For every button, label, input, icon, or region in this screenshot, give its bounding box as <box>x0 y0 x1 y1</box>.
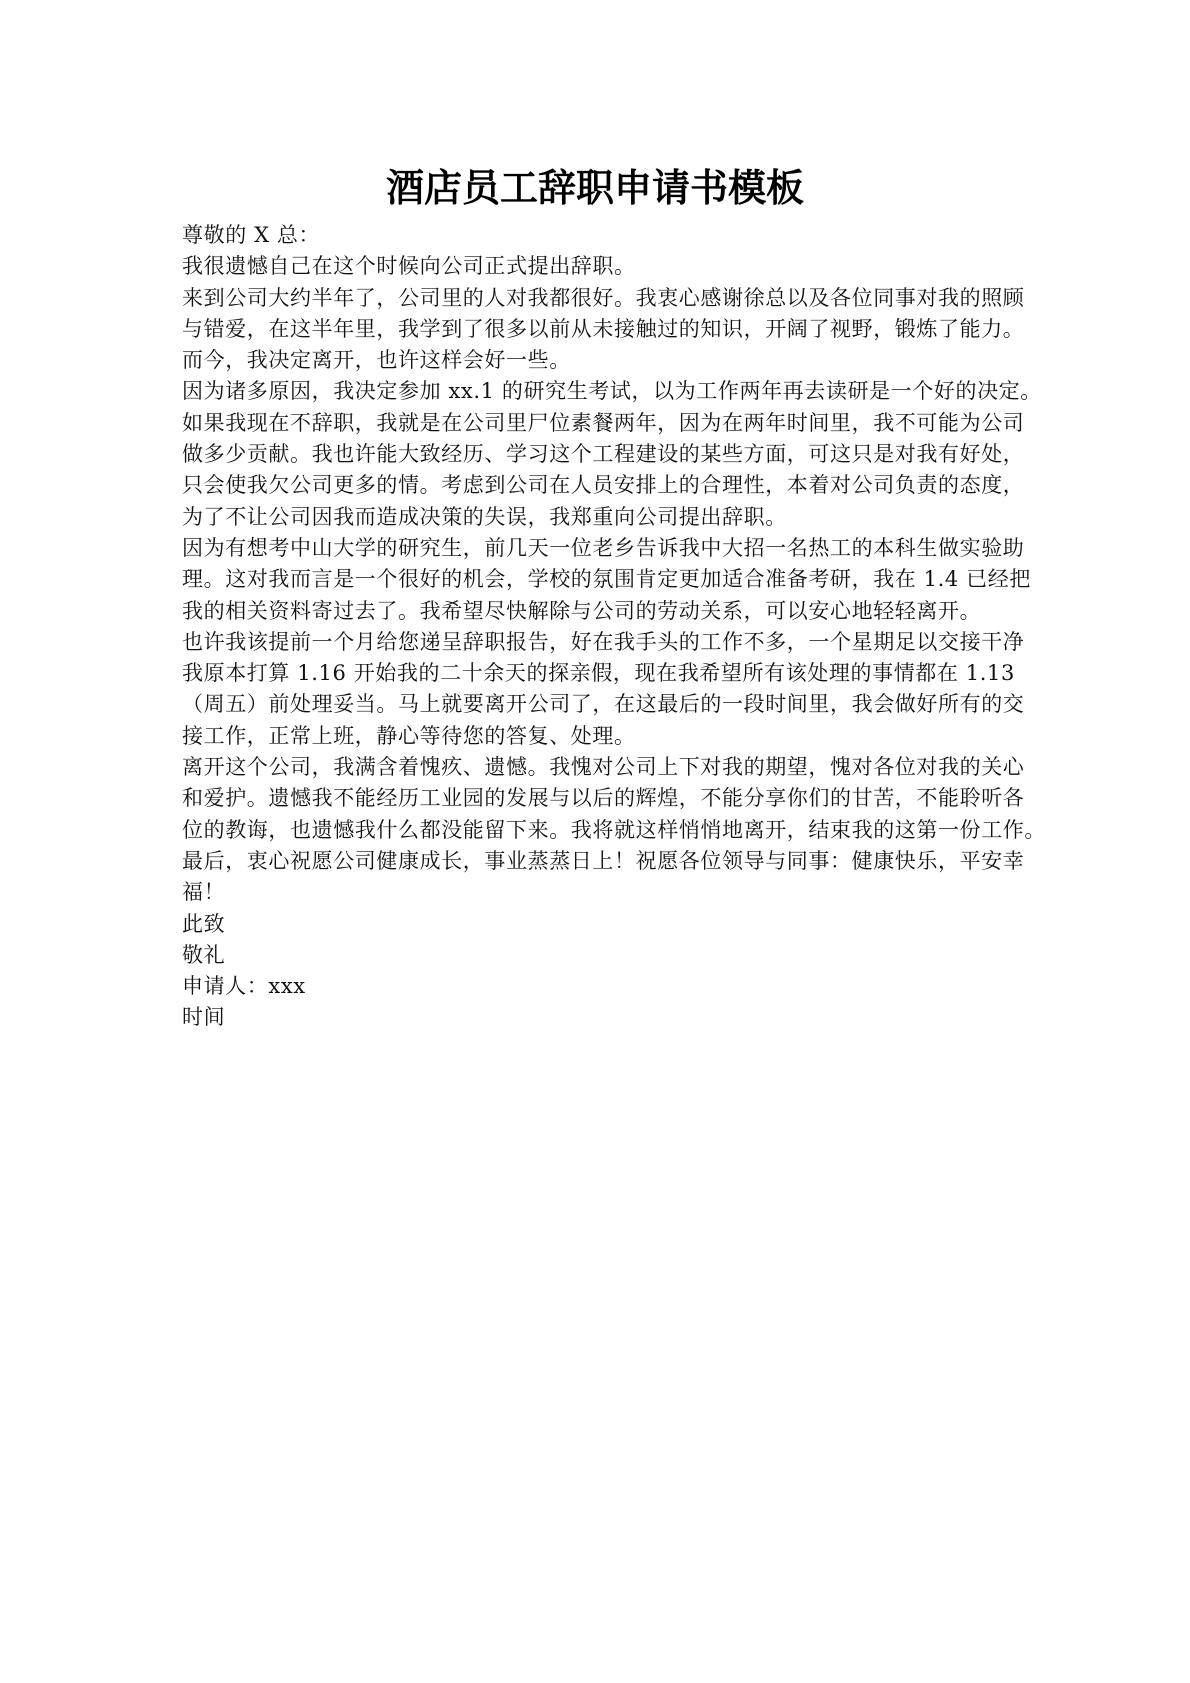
body-line: 福！ <box>182 880 226 905</box>
body-line: 而今，我决定离开，也许这样会好一些。 <box>182 348 571 373</box>
body-line: 最后，衷心祝愿公司健康成长，事业蒸蒸日上！祝愿各位领导与同事：健康快乐，平安幸 <box>182 848 1025 873</box>
date-line: 时间 <box>182 1005 226 1030</box>
body-line: 因为有想考中山大学的研究生，前几天一位老乡告诉我中大招一名热工的本科生做实验助 <box>182 535 1025 560</box>
body-line: 因为诸多原因，我决定参加 xx.1 的研究生考试，以为工作两年再去读研是一个好的决定。 <box>182 379 1042 404</box>
body-line: 做多少贡献。我也许能大致经历、学习这个工程建设的某些方面，可这只是对我有好处， <box>182 442 1025 467</box>
document-body <box>182 220 1046 1034</box>
body-line: 位的教诲，也遗憾我什么都没能留下来。我将就这样悄悄地离开，结束我的这第一份工作。 <box>182 817 1046 842</box>
body-line: 接工作，正常上班，静心等待您的答复、处理。 <box>182 723 636 748</box>
body-line: 离开这个公司，我满含着愧疚、遗憾。我愧对公司上下对我的期望，愧对各位对我的关心 <box>182 755 1025 780</box>
body-line: 只会使我欠公司更多的情。考虑到公司在人员安排上的合理性，本着对公司负责的态度， <box>182 473 1025 498</box>
body-line: 我很遗憾自己在这个时候向公司正式提出辞职。 <box>182 254 636 279</box>
body-line: （周五）前处理妥当。马上就要离开公司了，在这最后的一段时间里，我会做好所有的交 <box>182 692 1025 717</box>
closing-line: 敬礼 <box>182 942 226 967</box>
closing-line: 此致 <box>182 911 226 936</box>
body-line: 与错爱，在这半年里，我学到了很多以前从未接触过的知识，开阔了视野，锻炼了能力。 <box>182 316 1025 341</box>
salutation-line: 尊敬的 X 总： <box>182 223 321 247</box>
body-line: 理。这对我而言是一个很好的机会，学校的氛围肯定更加适合准备考研，我在 1.4 已经把 <box>182 567 1031 592</box>
body-line: 和爱护。遗憾我不能经历工业园的发展与以后的辉煌，不能分享你们的甘苦，不能聆听各 <box>182 786 1025 811</box>
body-line: 我原本打算 1.16 开始我的二十余天的探亲假，现在我希望所有该处理的事情都在 1.13 <box>182 661 1015 686</box>
body-line: 为了不让公司因我而造成决策的失误，我郑重向公司提出辞职。 <box>182 504 787 529</box>
document-title: 酒店员工辞职申请书模板 <box>385 165 804 210</box>
body-line: 来到公司大约半年了，公司里的人对我都很好。我衷心感谢徐总以及各位同事对我的照顾 <box>182 285 1025 310</box>
body-line: 也许我该提前一个月给您递呈辞职报告，好在我手头的工作不多，一个星期足以交接干净 <box>182 629 1025 654</box>
body-line: 我的相关资料寄过去了。我希望尽快解除与公司的劳动关系，可以安心地轻轻离开。 <box>182 598 982 623</box>
body-line: 如果我现在不辞职，我就是在公司里尸位素餐两年，因为在两年时间里，我不可能为公司 <box>182 410 1025 435</box>
applicant-line: 申请人：xxx <box>182 974 306 999</box>
